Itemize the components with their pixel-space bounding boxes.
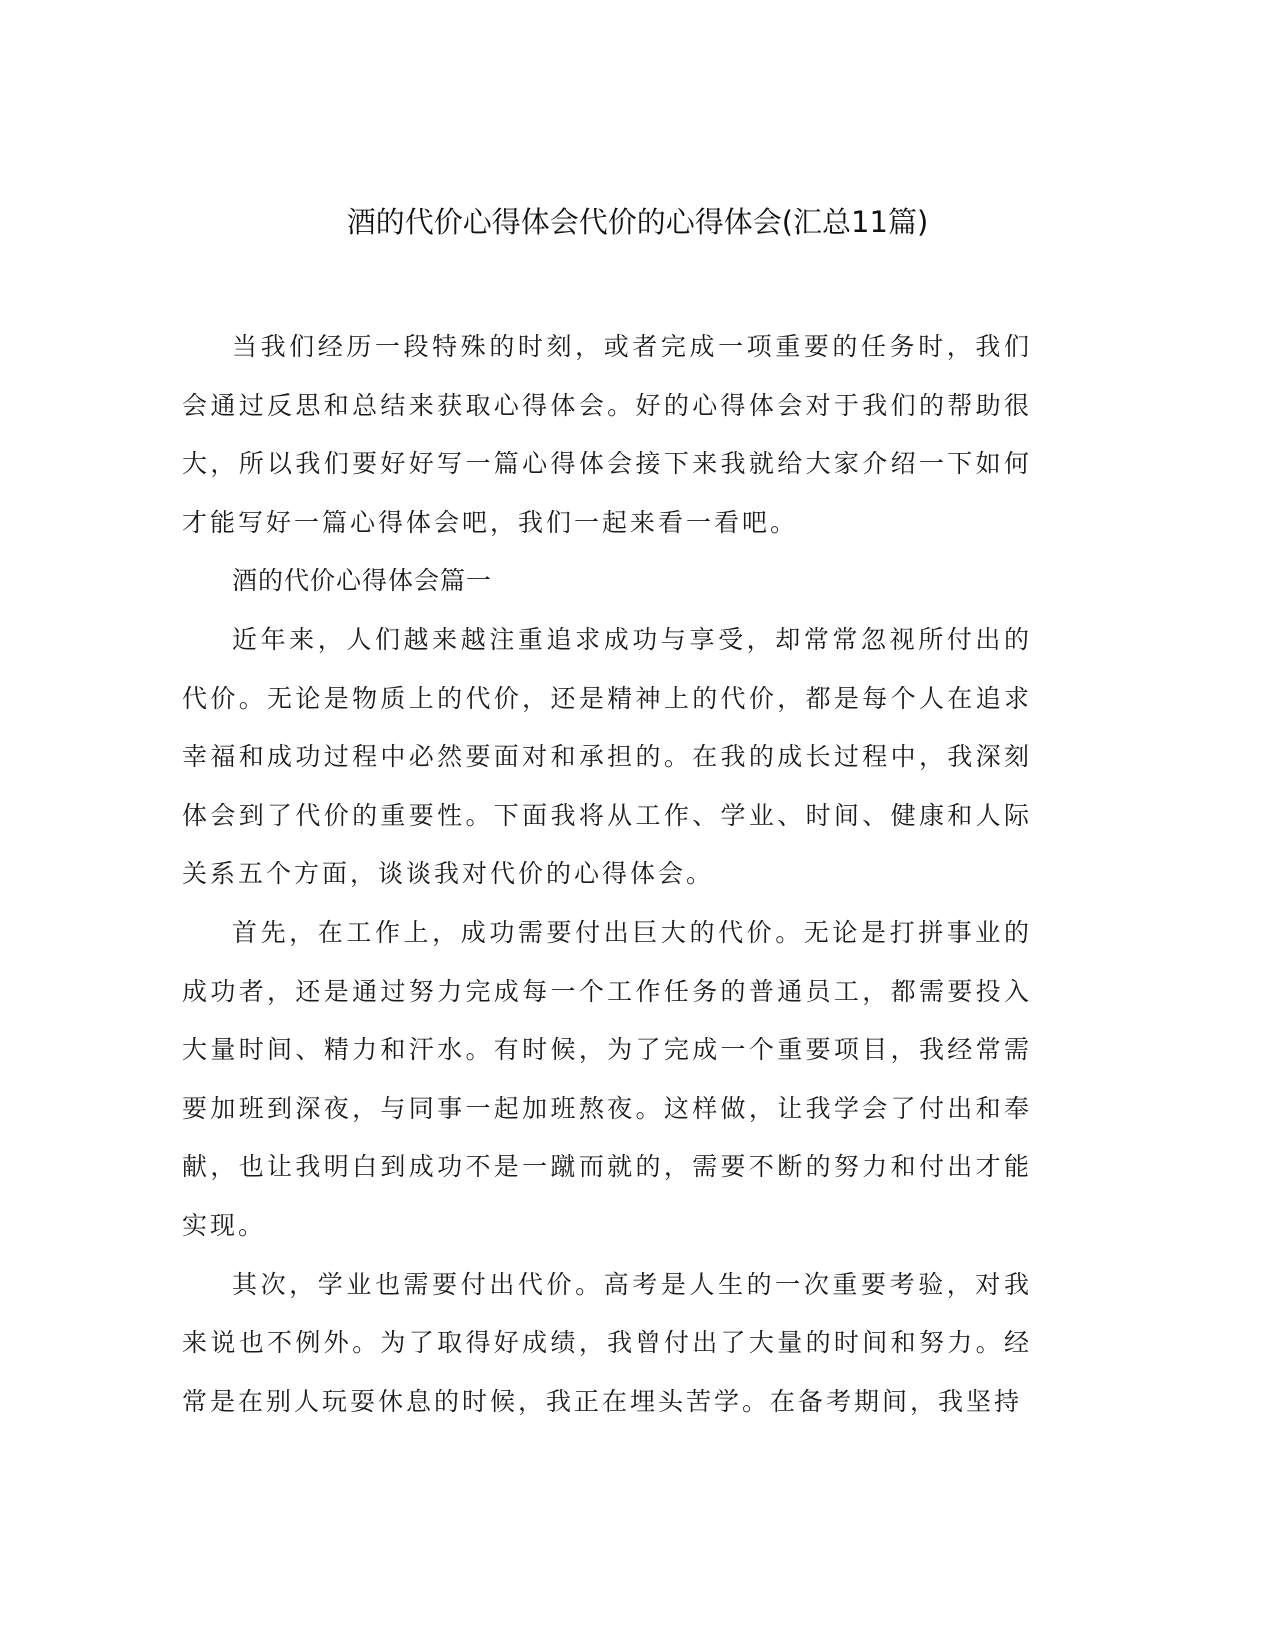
paragraph-study: 其次，学业也需要付出代价。高考是人生的一次重要考验，对我来说也不例外。为了取得好成绩，我曾付出了大量的时间和努力。经常是在别人玩耍休息的时候，我正在埋头苦学。在备考期间，我坚持 [182,1269,1032,1416]
paragraph-intro: 当我们经历一段特殊的时刻，或者完成一项重要的任务时，我们会通过反思和总结来获取心得体会。好的心得体会对于我们的帮助很大，所以我们要好好写一篇心得体会接下来我就给大家介绍一下如何才能写好一篇心得体会吧，我们一起来看一看吧。 [182,332,1032,537]
document-title: 酒的代价心得体会代价的心得体会(汇总11篇) [346,205,929,239]
paragraph-overview: 近年来，人们越来越注重追求成功与享受，却常常忽视所付出的代价。无论是物质上的代价，还是精神上的代价，都是每个人在追求幸福和成功过程中必然要面对和承担的。在我的成长过程中，我深刻体会到了代价的重要性。下面我将从工作、学业、时间、健康和人际关系五个方面，谈谈我对代价的心得体会。 [182,624,1032,889]
section-heading-part-one: 酒的代价心得体会篇一 [232,566,493,596]
document-body [182,318,1032,1431]
paragraph-work: 首先，在工作上，成功需要付出巨大的代价。无论是打拼事业的成功者，还是通过努力完成每一个工作任务的普通员工，都需要投入大量时间、精力和汗水。有时候，为了完成一个重要项目，我经常需要加班到深夜，与同事一起加班熬夜。这样做，让我学会了付出和奉献，也让我明白到成功不是一蹴而就的，需要不断的努力和付出才能实现。 [182,917,1032,1240]
